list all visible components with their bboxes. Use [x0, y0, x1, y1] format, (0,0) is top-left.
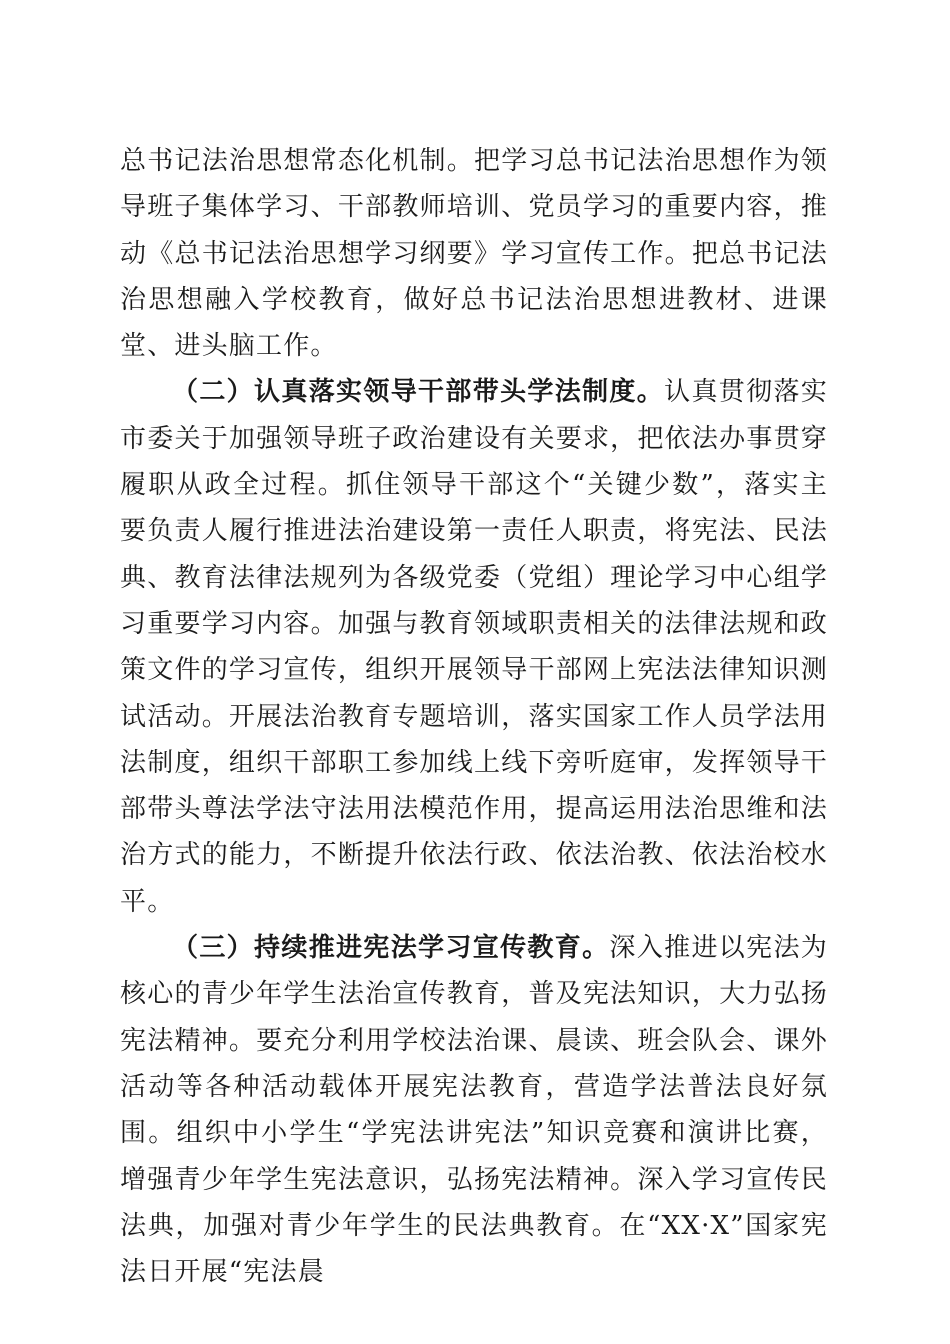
paragraph-section-3 — [120, 925, 828, 1295]
paragraph-text: 认真贯彻落实市委关于加强领导班子政治建设有关要求，把依法办事贯穿履职从政全过程。抓住领导干部这个“关键少数”，落实主要负责人履行推进法治建设第一责任人职责，将宪法、民法典、教育法律法规列为各级党委（党组）理论学习中心组学习重要学习内容。加强与教育领域职责相关的法律法规和政策文件的学习宣传，组织开展领导干部网上宪法法律知识测试活动。开展法治教育专题培训，落实国家工作人员学法用法制度，组织干部职工参加线上线下旁听庭审，发挥领导干部带头尊法学法守法用法模范作用，提高运用法治思维和法治方式的能力，不断提升依法行政、依法治教、依法治校水平。 — [120, 377, 829, 917]
paragraph-continuation — [120, 138, 828, 369]
paragraph-text: 总书记法治思想常态化机制。把学习总书记法治思想作为领导班子集体学习、干部教师培训、党员学习的重要内容，推动《总书记法治思想学习纲要》学习宣传工作。把总书记法治思想融入学校教育，做好总书记法治思想进教材、进课堂、进头脑工作。 — [120, 146, 828, 362]
paragraph-section-2 — [120, 369, 828, 925]
document-body — [120, 138, 828, 1295]
paragraph-text: 深入推进以宪法为核心的青少年学生法治宣传教育，普及宪法知识，大力弘扬宪法精神。要充分利用学校法治课、晨读、班会队会、课外活动等各种活动载体开展宪法教育，营造学法普法良好氛围。组织中小学生“学宪法讲宪法”知识竞赛和演讲比赛，增强青少年学生宪法意识，弘扬宪法精神。深入学习宣传民法典，加强对青少年学生的民法典教育。在“XX·X”国家宪法日开展“宪法晨 — [120, 933, 828, 1288]
section-heading: （二）认真落实领导干部带头学法制度。 — [172, 377, 665, 408]
section-heading: （三）持续推进宪法学习宣传教育。 — [172, 933, 610, 964]
